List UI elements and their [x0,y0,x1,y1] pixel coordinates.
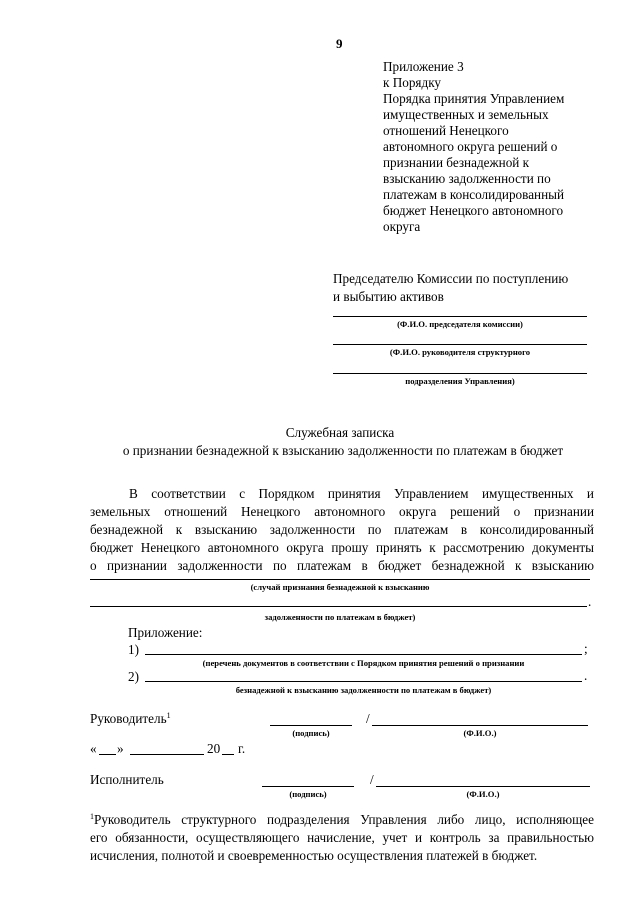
executor-label: Исполнитель [90,772,164,787]
footnote-line: его обязанности, осуществляющего начисление, учет и контроль за правильностью [90,830,594,845]
attachment-caption: (перечень документов в соответствии с Порядком принятия решений о признании [202,658,525,668]
appendix-line: округа [383,219,421,234]
head-name-caption: (Ф.И.О.) [463,728,497,738]
head-label [90,712,171,725]
addressee-blank [333,373,587,374]
body-line: земельных отношений Ненецкого автономного округа решений о признании [90,504,594,519]
date-open-quote: « [90,741,97,756]
footnote-line [90,813,594,826]
case-caption: (случай признания безнадежной к взысканию [250,582,430,592]
addressee-blank [333,316,587,317]
footnote-ref: 1 [166,711,171,720]
body-line: бюджет Ненецкого автономного округа прошу принять к рассмотрению документы [90,540,594,555]
executor-name-caption: (Ф.И.О.) [466,789,500,799]
date-year-blank [222,754,234,755]
date-day-blank [99,754,116,755]
head-signature-blank [270,725,352,726]
head-slash: / [366,711,370,726]
attachment-blank [145,654,582,655]
head-label-text: Руководитель [90,711,167,726]
executor-slash: / [370,772,374,787]
document-title: Служебная записка [285,425,395,440]
document-subtitle: о признании безнадежной к взысканию задолженности по платежам в бюджет [122,443,564,458]
appendix-line: к Порядку [383,75,442,90]
appendix-line: отношений Ненецкого [383,123,509,138]
case-caption: задолженности по платежам в бюджет) [264,612,416,622]
attachment-item-end: ; [584,641,588,656]
case-end: . [588,594,592,609]
case-blank [90,606,587,607]
addressee-caption: (Ф.И.О. руководителя структурного [389,347,531,357]
executor-sign-caption: (подпись) [289,789,327,799]
attachment-blank [145,681,582,682]
addressee-line: Председателю Комиссии по поступлению [333,271,569,286]
appendix-line: Порядка принятия Управлением [383,91,565,106]
addressee-caption: подразделения Управления) [405,376,515,386]
appendix-line: бюджет Ненецкого автономного [383,203,564,218]
appendix-line: Приложение 3 [383,59,464,74]
date-year-suffix: г. [238,741,246,756]
appendix-line: признании безнадежной к [383,155,530,170]
body-line: о признании задолженности по платежам в бюджет безнадежной к взысканию [90,558,594,573]
footnote-text: Руководитель структурного подразделения Управления либо лицо, исполняющее [94,812,594,827]
executor-signature-blank [262,786,354,787]
addressee-line: и выбытию активов [333,289,444,304]
appendix-line: платежам в консолидированный [383,187,565,202]
appendix-line: взысканию задолженности по [383,171,551,186]
attachment-label: Приложение: [128,625,203,640]
appendix-line: автономного округа решений о [383,139,558,154]
head-name-blank [372,725,588,726]
addressee-caption: (Ф.И.О. председателя комиссии) [397,319,523,329]
body-line: В соответствии с Порядком принятия Управлением имущественных и [129,486,594,501]
attachment-caption: безнадежной к взысканию задолженности по платежам в бюджет) [235,685,492,695]
addressee-blank [333,344,587,345]
page-number: 9 [336,36,343,51]
body-line: безнадежной к взысканию задолженности по платежам в консолидированный [90,522,594,537]
attachment-item-number: 1) [128,642,139,657]
case-blank [90,579,590,580]
footnote-mark: 1 [90,812,94,821]
appendix-line: имущественных и земельных [383,107,549,122]
executor-name-blank [376,786,590,787]
date-month-blank [130,754,204,755]
attachment-item-end: . [584,668,588,683]
date-close-quote: » [117,741,124,756]
appendix-header [383,60,564,236]
head-sign-caption: (подпись) [292,728,330,738]
attachment-item-number: 2) [128,669,139,684]
date-year-prefix: 20 [207,741,221,756]
footnote-line: исчисления, полнотой и своевременностью осуществления платежей в бюджет. [90,848,538,863]
